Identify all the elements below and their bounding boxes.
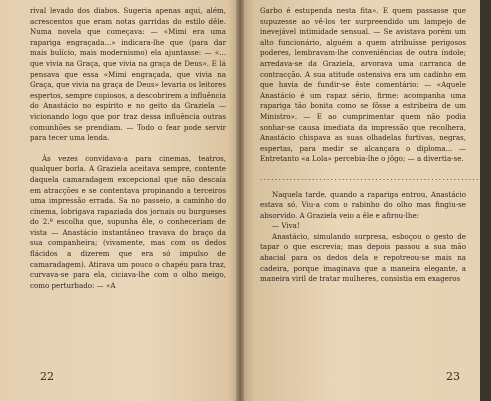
right-paragraph-3: — Viva! <box>272 221 300 231</box>
left-page-number: 22 <box>40 370 54 383</box>
right-page-text <box>260 6 491 285</box>
left-paragraph-2: Às vezes convidava-a para cinemas, teatros, qualquer borla. A Graziela aceitava sempre, contente daquela camaradagem excepcional que não descaía em atracções e se contentava propinando a terceiros uma impressão errada. Sa no passeio, a caminho do cinema, lobrigava rapaziada dos jornais ou burgueses do 2.º escolha que, supunha êle, o conheceriam de vista — Anastácio instantâneo travava do braço da sua companheira; (vivamente, mas com os dedos flácidos a dizerem que era só impulso de camaradagem). Atirava um pouco o chapéu para traz, curvava-se para ela, ciciava-lhe com o olho meigo, como perturbado: — «A <box>30 153 226 290</box>
left-page <box>0 0 240 401</box>
left-paragraph-1: rival levado dos diabos. Sugeria apenas aqui, além, acrescentos que eram notas garridas do estilo dêle. Numa novela que começava: — «Mimi era uma rapariga engraçada...» indicara-lhe que (para dar mais bulício, mais modernismo) ela ajuntasse: — «... que vivia na Graça, que vivia na graça de Deus». E lá pensava que essa «Mimi engraçada, que vivia na Graça, que vivia na graça de Deus» levaria os leitores espertos, sempre copiosos, a descobrirem a influência do Anastácio no espírito e no geito da Graziela — vicionando logo que por traz dessa influência outras comunhões se prendiam. — Todo o fear pode servir para tecer uma lenda. <box>30 6 226 143</box>
right-paragraph-4: Anastácio, simulando surpresa, esboçou o gesto de tapar o que escrevia; mas depois passou a sua mão abacial para os dedos dela e repotreou-se mais na cadeira, porque imaginava que a maneira elegante, a maneira viril de tratar mulheres, consistia em exageros <box>260 231 466 284</box>
book-gutter <box>236 0 244 401</box>
right-paragraph-1: Garbo é estupenda nesta fita». E quem passasse que supuzesse ao vê-los ter surpreendido um lampejo de inevejável intimidade sensual. — Se avistava porém um alto funcionário, alguém a quem atribuísse perigosos poderes, lembravam-lhe conveniências de outra índole; arredava-se da Graziela, arvorava uma carranca de contracção. A sua atitude ostensiva era um cadinho em que havia de fundir-se êste comentário: — «Aquele Anastácio é um rapaz sério, firme: acompanha uma rapariga tão bonita como se fôsse a estribeira de um Ministro». — E ao cumprimentar quem não podia sonhar-se causa imediata da impressão que recolhera, Anastácio chispava as suas olhadelas furtivas, negras, espertas, para medir se alcançara o diploma... — Entretanto «a Lola» percebia-lhe o jôgo; — a divertia-se. <box>260 6 466 164</box>
right-page-number: 23 <box>446 370 460 383</box>
right-paragraph-2: Naquela tarde, quando a rapariga entrou, Anastácio estava só. Viu-a com o rabinho do olho mas fingiu-se absorvido. A Graziela veio a êle e afirou-lhe: <box>260 189 466 220</box>
left-page-text <box>30 6 226 291</box>
section-separator: .............................................................. <box>260 173 491 182</box>
right-page <box>240 0 491 401</box>
